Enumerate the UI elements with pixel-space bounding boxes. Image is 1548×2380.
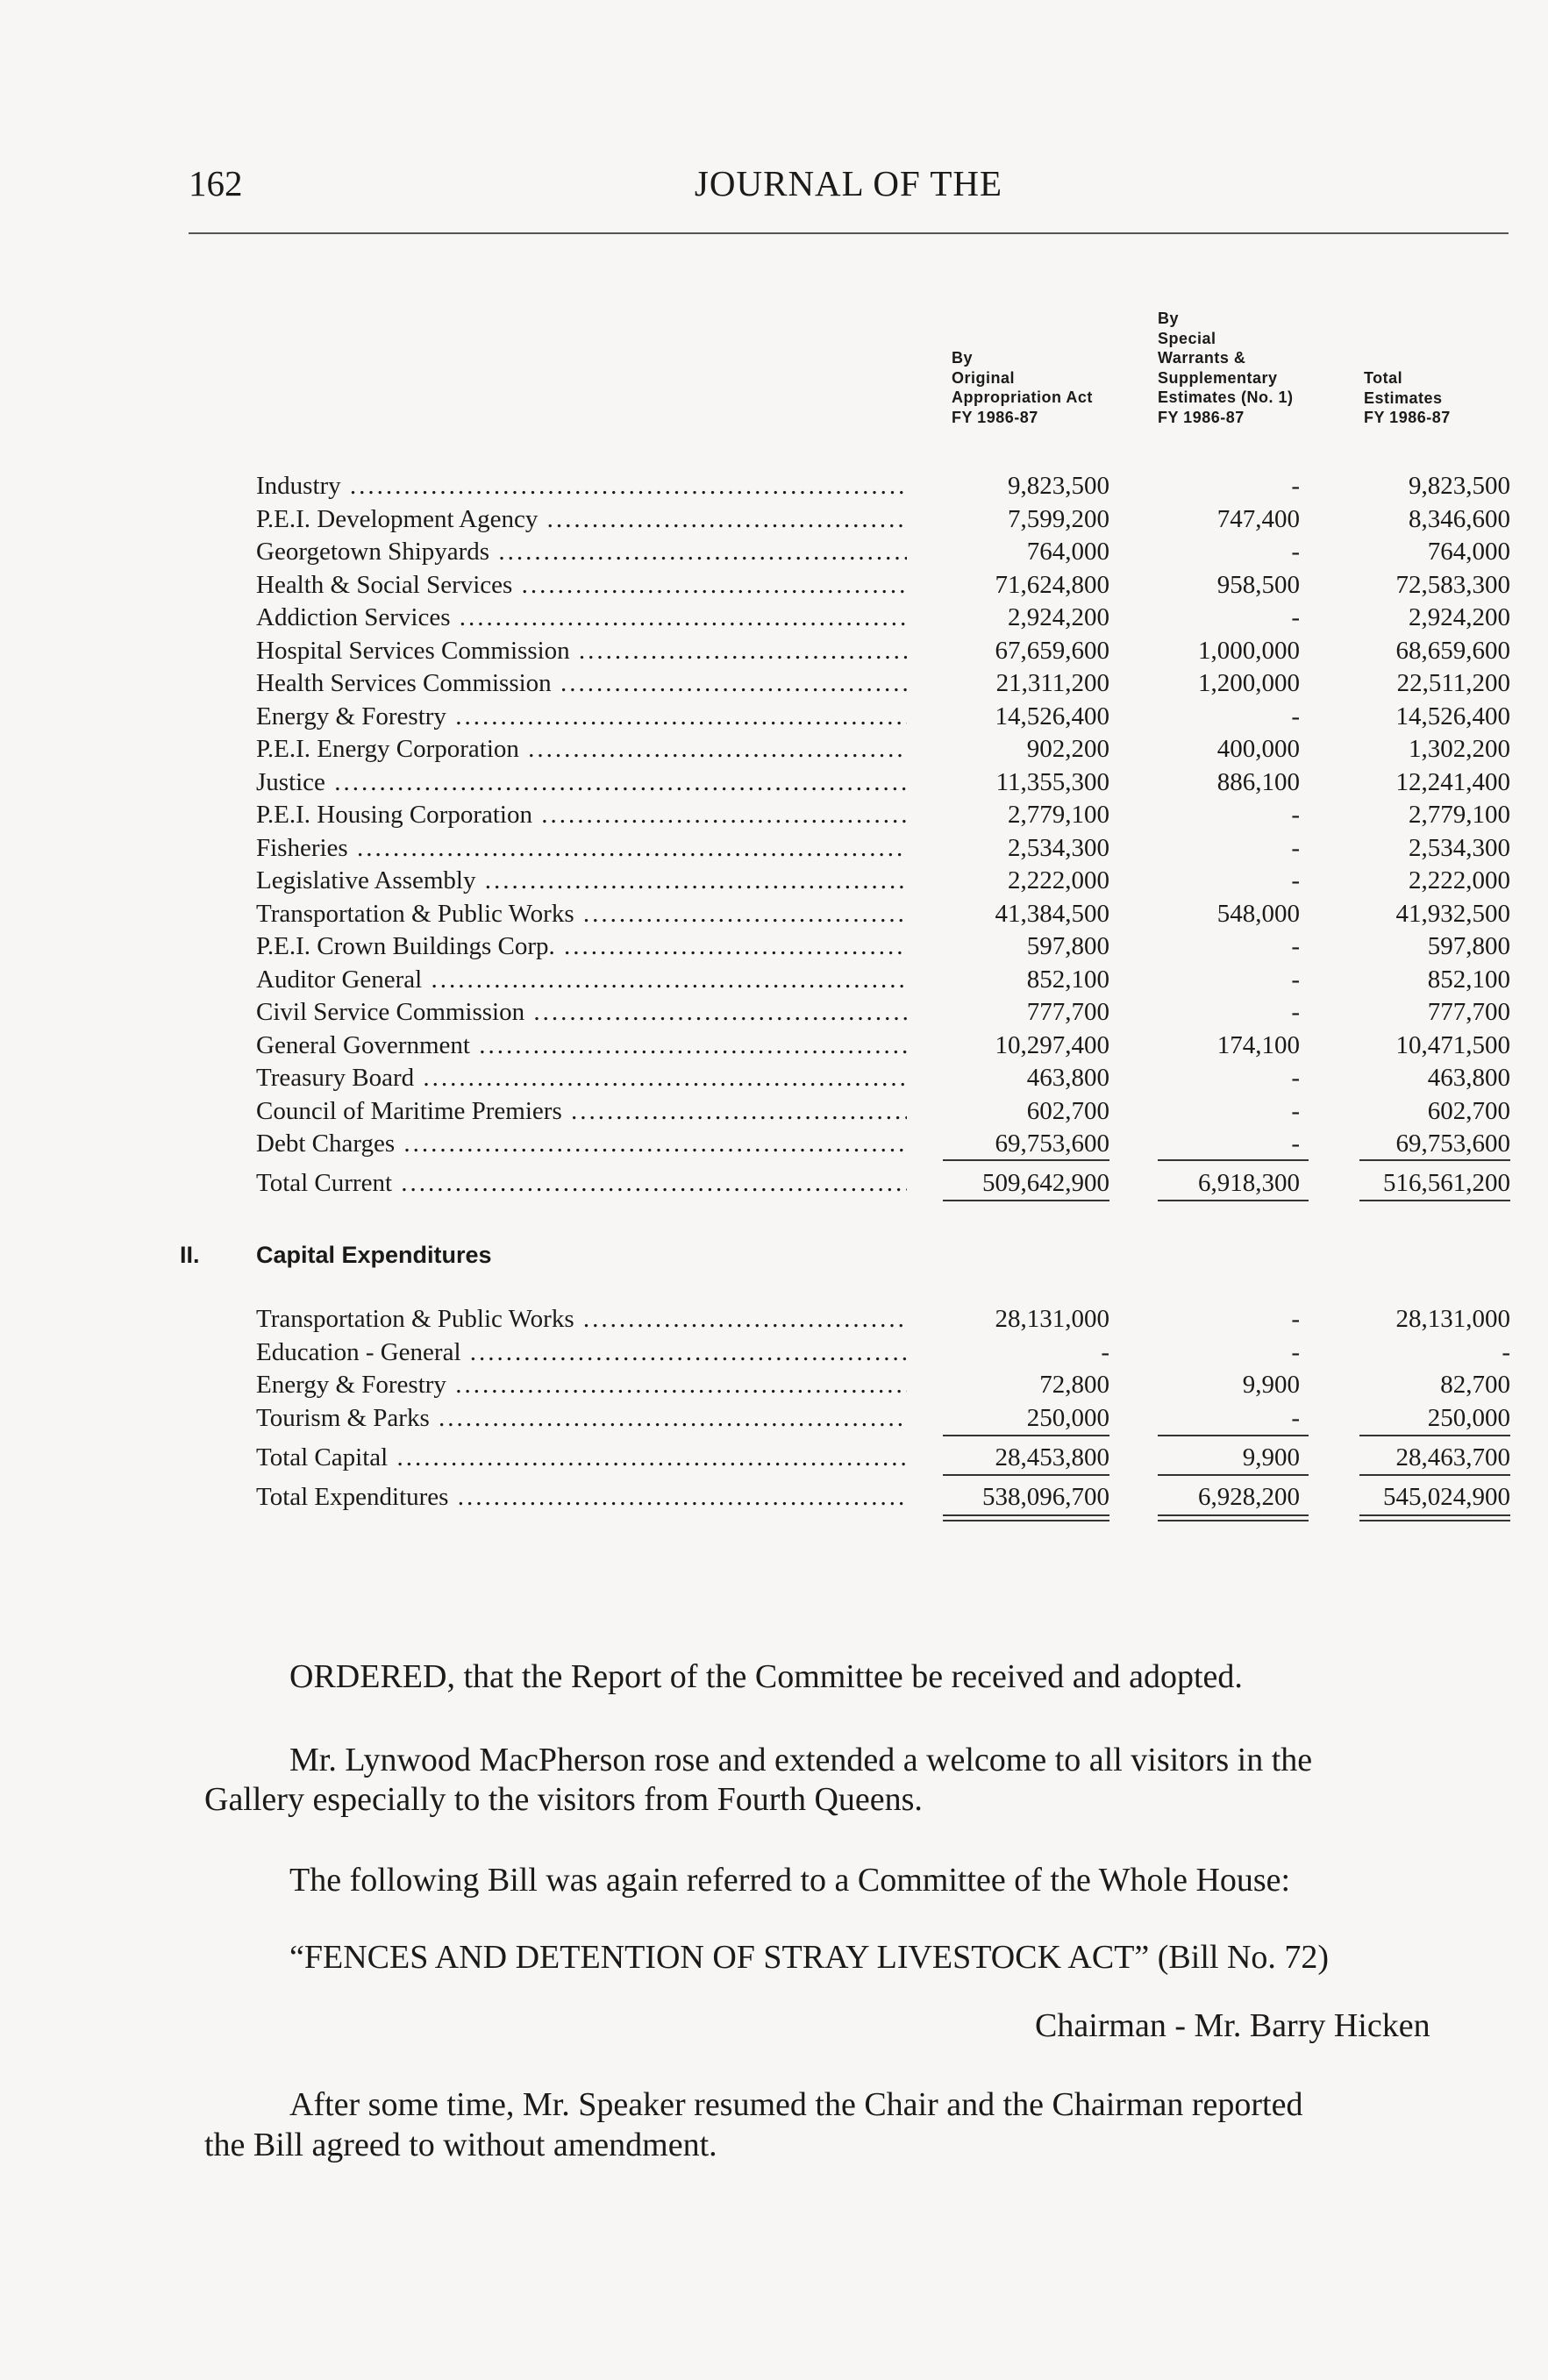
original-value: 2,924,200	[1008, 603, 1109, 631]
row-label: Transportation & Public Works .....	[256, 897, 907, 930]
row-label: P.E.I. Energy Corporation .....	[256, 732, 907, 766]
original-value: 509,642,900	[982, 1169, 1109, 1197]
subtotal-rule	[943, 1435, 1109, 1436]
total-value: 852,100	[1427, 965, 1510, 994]
table-row	[0, 568, 1548, 602]
original-value: 463,800	[1026, 1064, 1109, 1092]
subtotal-rule	[1158, 1159, 1309, 1161]
subtotal-rule	[1158, 1435, 1309, 1436]
table-row	[0, 1127, 1548, 1160]
row-label: Transportation & Public Works .....	[256, 1302, 907, 1336]
total-rule	[1359, 1200, 1510, 1201]
table-row	[0, 535, 1548, 568]
bill-referred-paragraph: The following Bill was again referred to a Committee of the Whole House:	[289, 1862, 1291, 1899]
total-value: 545,024,900	[1383, 1483, 1510, 1511]
table-row	[0, 469, 1548, 502]
total-rule	[1158, 1474, 1309, 1476]
total-value: 602,700	[1427, 1096, 1510, 1125]
total-value: 764,000	[1427, 538, 1510, 566]
table-row	[0, 1061, 1548, 1094]
total-value: 28,131,000	[1395, 1305, 1510, 1333]
total-value: 72,583,300	[1395, 570, 1510, 599]
total-expenditures-row	[0, 1480, 1548, 1514]
table-row	[0, 1029, 1548, 1062]
table-row	[0, 666, 1548, 700]
special-value: -	[1291, 1096, 1300, 1125]
original-value: 777,700	[1026, 998, 1109, 1026]
total-value: 777,700	[1427, 998, 1510, 1026]
column-header-line: Estimates (No. 1)	[1158, 388, 1294, 406]
grand-total-rule	[943, 1514, 1109, 1516]
special-value: -	[1291, 965, 1300, 994]
special-value: -	[1291, 472, 1300, 500]
special-value: 6,918,300	[1198, 1169, 1300, 1197]
total-value: -	[1502, 1337, 1510, 1366]
original-value: 2,222,000	[1008, 866, 1109, 894]
special-value: 400,000	[1216, 735, 1300, 763]
total-value: 68,659,600	[1395, 636, 1510, 665]
row-label: P.E.I. Housing Corporation .....	[256, 798, 907, 831]
original-value: 597,800	[1026, 932, 1109, 960]
original-value: 28,453,800	[995, 1443, 1109, 1471]
subtotal-rule	[1359, 1159, 1510, 1161]
table-row	[0, 634, 1548, 667]
welcome-paragraph-line2: Gallery especially to the visitors from Fourth Queens.	[204, 1781, 923, 1818]
original-value: 902,200	[1026, 735, 1109, 763]
total-value: 8,346,600	[1409, 504, 1510, 533]
row-label: Civil Service Commission .....	[256, 995, 907, 1029]
section-title: Capital Expenditures	[256, 1242, 492, 1268]
table-row	[0, 798, 1548, 831]
table-row	[0, 995, 1548, 1029]
row-label: Total Capital .....	[256, 1441, 907, 1474]
welcome-paragraph-line1: Mr. Lynwood MacPherson rose and extended a welcome to all visitors in the	[289, 1742, 1313, 1778]
original-value: 69,753,600	[995, 1129, 1109, 1158]
original-value: 28,131,000	[995, 1305, 1109, 1333]
table-row	[0, 1094, 1548, 1128]
row-label: Hospital Services Commission .....	[256, 634, 907, 667]
special-value: 1,200,000	[1198, 669, 1300, 697]
total-value: 9,823,500	[1409, 472, 1510, 500]
special-value: 1,000,000	[1198, 636, 1300, 665]
special-value: -	[1291, 538, 1300, 566]
table-row	[0, 700, 1548, 733]
total-rule	[943, 1474, 1109, 1476]
total-value: 12,241,400	[1395, 767, 1510, 796]
column-header-line: Appropriation Act	[952, 388, 1093, 406]
total-rule	[943, 1200, 1109, 1201]
special-value: -	[1291, 932, 1300, 960]
original-value: 72,800	[1039, 1371, 1109, 1399]
special-value: -	[1291, 1129, 1300, 1158]
total-value: 41,932,500	[1395, 899, 1510, 928]
special-value: 9,900	[1242, 1371, 1300, 1399]
row-label: P.E.I. Crown Buildings Corp. .....	[256, 930, 907, 963]
row-label: Tourism & Parks .....	[256, 1401, 907, 1435]
table-row	[0, 963, 1548, 996]
column-header-original	[952, 348, 1093, 427]
table-row	[0, 1336, 1548, 1369]
column-header-line: Original	[952, 368, 1016, 387]
column-header-line: Special	[1158, 329, 1216, 347]
table-row	[0, 766, 1548, 799]
total-value: 82,700	[1440, 1371, 1510, 1399]
original-value: 764,000	[1026, 538, 1109, 566]
original-value: 14,526,400	[995, 702, 1109, 730]
original-value: 71,624,800	[995, 570, 1109, 599]
original-value: 538,096,700	[982, 1483, 1109, 1511]
row-label: Georgetown Shipyards .....	[256, 535, 907, 568]
page-header	[189, 162, 1509, 217]
total-value: 10,471,500	[1395, 1030, 1510, 1059]
row-label: Debt Charges .....	[256, 1127, 907, 1160]
total-current-row	[0, 1166, 1548, 1200]
column-header-line: Warrants &	[1158, 349, 1246, 367]
total-value: 2,534,300	[1409, 833, 1510, 862]
row-label: Industry .....	[256, 469, 907, 502]
row-label: P.E.I. Development Agency .....	[256, 502, 907, 536]
page-number: 162	[189, 163, 243, 203]
original-value: 2,534,300	[1008, 833, 1109, 862]
after-paragraph-line1: After some time, Mr. Speaker resumed the Chair and the Chairman reported	[289, 2086, 1303, 2123]
total-value: 516,561,200	[1383, 1169, 1510, 1197]
column-header-total	[1364, 368, 1451, 428]
grand-total-rule	[1158, 1520, 1309, 1521]
table-row	[0, 897, 1548, 930]
row-label: Fisheries .....	[256, 831, 907, 865]
original-value: 11,355,300	[995, 767, 1109, 796]
table-row	[0, 732, 1548, 766]
row-label: Council of Maritime Premiers .....	[256, 1094, 907, 1128]
table-row	[0, 502, 1548, 536]
original-value: 250,000	[1026, 1403, 1109, 1432]
header-rule	[189, 232, 1509, 234]
row-label: Legislative Assembly .....	[256, 864, 907, 897]
special-value: 174,100	[1216, 1030, 1300, 1059]
row-label: Justice .....	[256, 766, 907, 799]
total-value: 597,800	[1427, 932, 1510, 960]
row-label: Energy & Forestry .....	[256, 700, 907, 733]
special-value: -	[1291, 1337, 1300, 1366]
total-value: 28,463,700	[1395, 1443, 1510, 1471]
original-value: 7,599,200	[1008, 504, 1109, 533]
row-label: Education - General .....	[256, 1336, 907, 1369]
original-value: 21,311,200	[995, 669, 1109, 697]
total-value: 22,511,200	[1396, 669, 1510, 697]
total-value: 14,526,400	[1395, 702, 1510, 730]
special-value: 9,900	[1242, 1443, 1300, 1471]
original-value: 9,823,500	[1008, 472, 1109, 500]
row-label: Total Expenditures .....	[256, 1480, 907, 1514]
total-value: 463,800	[1427, 1064, 1510, 1092]
grand-total-rule	[1359, 1520, 1510, 1521]
table-row	[0, 601, 1548, 634]
original-value: -	[1101, 1337, 1109, 1366]
grand-total-rule	[943, 1520, 1109, 1521]
special-value: 6,928,200	[1198, 1483, 1300, 1511]
special-value: -	[1291, 1305, 1300, 1333]
row-label: Total Current .....	[256, 1166, 907, 1200]
special-value: -	[1291, 1064, 1300, 1092]
special-value: 886,100	[1216, 767, 1300, 796]
column-header-line: By	[952, 349, 974, 367]
row-label: Energy & Forestry .....	[256, 1368, 907, 1401]
total-value: 2,222,000	[1409, 866, 1510, 894]
column-header-line: Supplementary	[1158, 368, 1278, 387]
special-value: 958,500	[1216, 570, 1300, 599]
special-value: -	[1291, 1403, 1300, 1432]
original-value: 852,100	[1026, 965, 1109, 994]
special-value: -	[1291, 801, 1300, 829]
total-value: 250,000	[1427, 1403, 1510, 1432]
ordered-paragraph: ORDERED, that the Report of the Committee be received and adopted.	[289, 1658, 1243, 1695]
row-label: Health & Social Services .....	[256, 568, 907, 602]
total-rule	[1158, 1200, 1309, 1201]
original-value: 2,779,100	[1008, 801, 1109, 829]
subtotal-rule	[943, 1159, 1109, 1161]
special-value: -	[1291, 702, 1300, 730]
special-value: -	[1291, 866, 1300, 894]
subtotal-rule	[1359, 1435, 1510, 1436]
after-paragraph-line2: the Bill agreed to without amendment.	[204, 2127, 717, 2163]
table-row	[0, 831, 1548, 865]
original-value: 602,700	[1026, 1096, 1109, 1125]
table-row	[0, 864, 1548, 897]
special-value: 548,000	[1216, 899, 1300, 928]
original-value: 10,297,400	[995, 1030, 1109, 1059]
total-value: 1,302,200	[1409, 735, 1510, 763]
total-value: 69,753,600	[1395, 1129, 1510, 1158]
column-header-line: FY 1986-87	[952, 408, 1038, 426]
row-label: Health Services Commission .....	[256, 666, 907, 700]
total-rule	[1359, 1474, 1510, 1476]
original-value: 67,659,600	[995, 636, 1109, 665]
column-header-line: Estimates	[1364, 388, 1443, 407]
column-header-line: By	[1158, 310, 1180, 327]
column-header-line: FY 1986-87	[1364, 409, 1451, 426]
special-value: 747,400	[1216, 504, 1300, 533]
total-value: 2,779,100	[1409, 801, 1510, 829]
original-value: 41,384,500	[995, 899, 1109, 928]
column-header-line: FY 1986-87	[1158, 408, 1245, 426]
total-capital-row	[0, 1441, 1548, 1474]
grand-total-rule	[1158, 1514, 1309, 1516]
row-label: General Government .....	[256, 1029, 907, 1062]
bill-title: “FENCES AND DETENTION OF STRAY LIVESTOCK ACT” (Bill No. 72)	[289, 1939, 1330, 1976]
special-value: -	[1291, 603, 1300, 631]
table-row	[0, 930, 1548, 963]
running-title: JOURNAL OF THE	[694, 163, 1003, 203]
column-header-special	[1158, 309, 1294, 427]
special-value: -	[1291, 998, 1300, 1026]
row-label: Addiction Services .....	[256, 601, 907, 634]
grand-total-rule	[1359, 1514, 1510, 1516]
row-label: Auditor General .....	[256, 963, 907, 996]
special-value: -	[1291, 833, 1300, 862]
column-header-line: Total	[1364, 369, 1403, 387]
row-label: Treasury Board .....	[256, 1061, 907, 1094]
table-row	[0, 1401, 1548, 1435]
table-row	[0, 1368, 1548, 1401]
total-value: 2,924,200	[1409, 603, 1510, 631]
chairman-line: Chairman - Mr. Barry Hicken	[1035, 2007, 1430, 2044]
table-row	[0, 1302, 1548, 1336]
section-number: II.	[180, 1242, 200, 1268]
